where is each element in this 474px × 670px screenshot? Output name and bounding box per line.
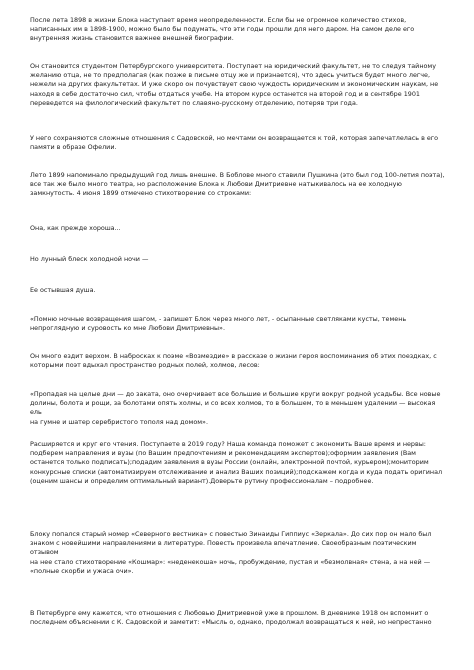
paragraph-8: «Помню ночные возвращения шагом, - запишет Блок через много лет, - осыпанные светляками кусты, темень непроглядную и суровость ко мне Любови Дмитриевны». <box>30 315 407 333</box>
paragraph-3: У него сохраняются сложные отношения с Садовской, но мечтами он возвращается к той, которая запечатлелась в его памяти в образе Офелии. <box>30 134 439 152</box>
paragraph-7: Ее остывшая душа. <box>30 286 96 294</box>
paragraph-6: Но лунный блеск холодной ночи — <box>30 255 149 263</box>
paragraph-2: Он становится студентом Петербургского университета. Поступает на юридический факультет, не то следуя тайному желанию отца, не то предполагая (как позже в письме отцу же и признается), что здесь учиться будет много легче, нежели на других факультетах. И уже скоро он почувствует свою чуждость юридическим и экономическим наукам, не находя в себе достаточно сил, чтобы отдаться учебе. На втором курсе останется на второй год и в сентябре 1901 переведется на филологический факультет по славяно-русскому отделению, потеряв три года. <box>30 62 439 107</box>
paragraph-1: После лета 1898 в жизни Блока наступает время неопределенности. Если бы не огромное количество стихов, написанных им в 1898-1900, можно было бы подумать, что эти годы прошли для него даром. На самом деле его внутренняя жизнь становится важнее внешней биографии. <box>30 16 415 43</box>
paragraph-5: Она, как прежде хороша... <box>30 224 121 232</box>
paragraph-13: В Петербурге ему кажется, что отношения с Любовью Дмитриевной уже в прошлом. В дневнике 1918 он вспомнит о последнем объяснении с К. Садовской и заметит: «Мысль о, однако, продолжал возвращаться к ней, но непрестанно <box>30 609 432 627</box>
paragraph-10: «Пропадая на целые дни — до заката, оно очерчивает все большие и большие круги вокруг родной усадьбы. Все новые долины, болота и рощи, за болотами опять холмы, и со всех холмов, то в большем, то в меньшем удалении — высокая ель на гумне и шатер серебристого тополя над домом». <box>30 390 441 426</box>
paragraph-4: Лето 1899 напоминало предыдущий год лишь внешне. В Боблове много ставили Пушкина (это был год 100-летия поэта), все так же было много театра, но расположение Блока к Любови Дмитриевне натыкивалось на ее холодную замкнутость. 4 июня 1899 отмечено стихотворение со строками: <box>30 171 445 198</box>
paragraph-12: Блоку попался старый номер «Северного вестника» с повестью Зинаиды Гиппиус «Зеркала». До сих пор он мало был знаком с новейшими направлениями в литературе. Повесть произвела впечатление. Своеобразным поэтическим отзывом на нее стало стихотворение «Кошмар»: «неденекоша» ночь, пробуждение, пустая и «безмолвная» стена, а на ней — «полные скорби и ужаса очи». <box>30 530 432 575</box>
paragraph-9: Он много ездит верхом. В набросках к поэме «Возмездие» в рассказе о жизни героя воспоминания об этих поездках, с которыми поэт вдыхал пространство родных полей, холмов, лесов: <box>30 352 437 370</box>
paragraph-11: Расширяется и круг его чтения. Поступаете в 2019 году? Наша команда поможет с экономить Ваше время и нервы: подберем направления и вузы (по Вашим предпочтениям и рекомендациям экспертов);оформим заявления (Вам останется только подписать);подадим заявления в вузы России (онлайн, электронной почтой, курьером);мониторим конкурсные списки (автоматизируем отслеживание и анализ Ваших позиций);подскажем когда и куда подать оригинал (оценим шансы и определим оптимальный вариант).Доверьте рутину профессионалам – подробнее. <box>30 440 443 485</box>
